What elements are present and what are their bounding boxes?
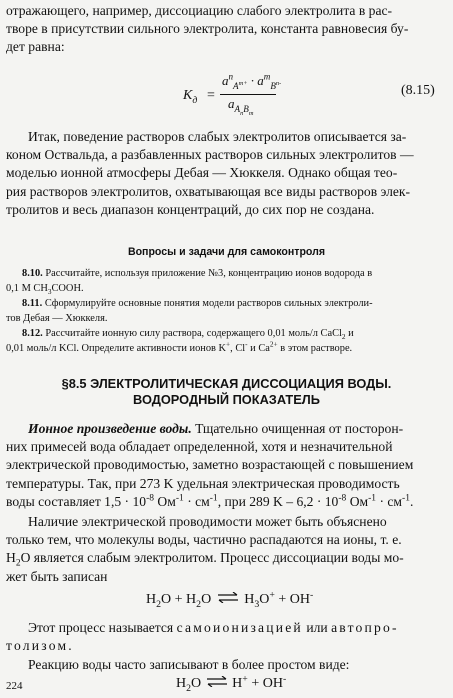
equation-lhs: $K_д$ xyxy=(183,88,198,106)
intro-paragraph xyxy=(6,2,447,57)
ionic-product-paragraph: Ионное произведение воды. Тщательно очищенная от посторон- них примесей вода обладает определенной, хотя и незначительной электрической проводимостью, заметно возрастающей с повышением температуры. Так, при 273 K удельная электрическая проводимость воды составляет $1,5 \cdot 10^{-8}$ $Ом^{-1} \cdot см^{-1}$, при 289 $K - 6,2 \cdot 10^{-8}$ $Ом^{-1} \cdot см^{-1}$. xyxy=(6,421,414,509)
questions-heading: Вопросы и задачи для самоконтроля xyxy=(127,246,326,258)
equation-numerator: $a^n_{A^{m+}} \cdot a^m_{B^{n-}}$ xyxy=(222,71,282,91)
equilibrium-arrows-icon xyxy=(206,676,228,692)
equation-denominator: $a_{A_nB_m}$ xyxy=(228,96,254,117)
question-8-11: 8.11. Сформулируйте основные понятия модели растворов сильных электроли- тов Дебая — Хюккеля. xyxy=(6,298,373,324)
equation-number: (8.15) xyxy=(401,83,435,98)
autoprotolysis-paragraph: Этот процесс называется самоионизацией или автопро- толизом. xyxy=(6,620,399,654)
water-dissociation-equation: $H_2O + H_2O$ $H_3O^+ + OH^-$ xyxy=(146,589,314,611)
simple-form-line: Реакцию воды часто записывают в более простом виде: xyxy=(28,657,350,672)
question-8-12: 8.12. Рассчитайте ионную силу раствора, содержащего 0,01 моль/л CaCl$_2$ и 0,01 моль/л KCl. Определите активности ионов K+, Cl- и $Ca^{2+}$ в этом растворе. xyxy=(6,328,354,354)
page-number: 224 xyxy=(6,680,23,692)
book-page: отражающего, например, диссоциацию слабого электролита в рас- творе в присутствии сильного электролита, константа равновесия бу- дет равна: $K_д$ = $a^n_{A^{m+}} \cdot a^m_{B^{n-}}$ $a_{A_nB_m}$ (8.15) Итак, поведение растворов слабых электролитов описывается за- коном Оствальда, а разбавленных растворов сильных электролитов — моделью ионной атмосферы Дебая — Хюккеля. Однако общая тео- рия растворов электролитов, охватывающая все виды растворов элек- тролитов и весь диапазон концентраций, до сих пор не создана. Вопросы и задачи для самоконтроля 8.10. Рассчитайте, используя приложение №3, концентрацию ионов водорода в 0,1 M $CH_3COOH$. 8.11. Сформулируйте основные понятия модели растворов сильных электроли- тов Дебая — Хюккеля. 8.12. Рассчитайте ионную силу раствора, содержащего 0,01 моль/л CaCl$_2$ и 0,01 моль/л KCl. Определите активности ионов K+, Cl- и $Ca^{2+}$ в этом растворе. §8.5 ЭЛЕКТРОЛИТИЧЕСКАЯ ДИССОЦИАЦИЯ ВОДЫ. ВОДОРОДНЫЙ ПОКАЗАТЕЛЬ Ионное произведение воды. Тщательно очищенная от посторон- них примесей вода обладает определенной, хотя и незначительной электрической проводимостью, заметно возрастающей с повышением температуры. Так, при 273 K удельная электрическая проводимость воды составляет $1,5 \cdot 10^{-8}$ $Ом^{-1} \cdot см^{-1}$, при 289 $K - 6,2 \cdot 10^{-8}$ $Ом^{-1} \cdot см^{-1}$. Наличие электрической проводимости может быть объяснено только тем, что молекулы воды, частично распадаются на ионы, т. е. $H_2O$ является слабым электролитом. Процесс диссоциации воды мо- жет быть записан $H_2O + H_2O$ $H_3O^+ + OH^-$ Этот процесс называется самоионизацией или автопро- толизом. Реакцию воды часто записывают в более простом виде: $H_2O$ H+ + OH- 224 xyxy=(0,0,453,698)
intro-line: творе в присутствии сильного электролита, константа равновесия бу- xyxy=(6,21,409,37)
summary-paragraph: Итак, поведение растворов слабых электролитов описывается за- коном Оствальда, а разбавленных растворов сильных электролитов — моделью ионной атмосферы Дебая — Хюккеля. Однако общая тео- рия растворов электролитов, охватывающая все виды растворов элек- тролитов и весь диапазон концентраций, до сих пор не создана. xyxy=(6,129,414,217)
intro-line: дет равна: xyxy=(6,39,65,55)
intro-line: отражающего, например, диссоциацию слабого электролита в рас- xyxy=(6,3,393,18)
question-8-10: 8.10. Рассчитайте, используя приложение №3, концентрацию ионов водорода в 0,1 M $CH_3COOH$. xyxy=(6,268,373,296)
section-title: §8.5 ЭЛЕКТРОЛИТИЧЕСКАЯ ДИССОЦИАЦИЯ ВОДЫ. ВОДОРОДНЫЙ ПОКАЗАТЕЛЬ xyxy=(61,376,392,407)
equilibrium-arrows-icon xyxy=(217,592,239,608)
fraction-bar xyxy=(220,94,276,95)
simplified-water-equation: $H_2O$ H+ + OH- xyxy=(176,673,287,695)
conductivity-paragraph: Наличие электрической проводимости может быть объяснено только тем, что молекулы воды, частично распадаются на ионы, т. е. $H_2O$ является слабым электролитом. Процесс диссоциации воды мо- жет быть записан xyxy=(6,514,404,584)
paragraph-lead: Ионное произведение воды. xyxy=(28,421,192,436)
